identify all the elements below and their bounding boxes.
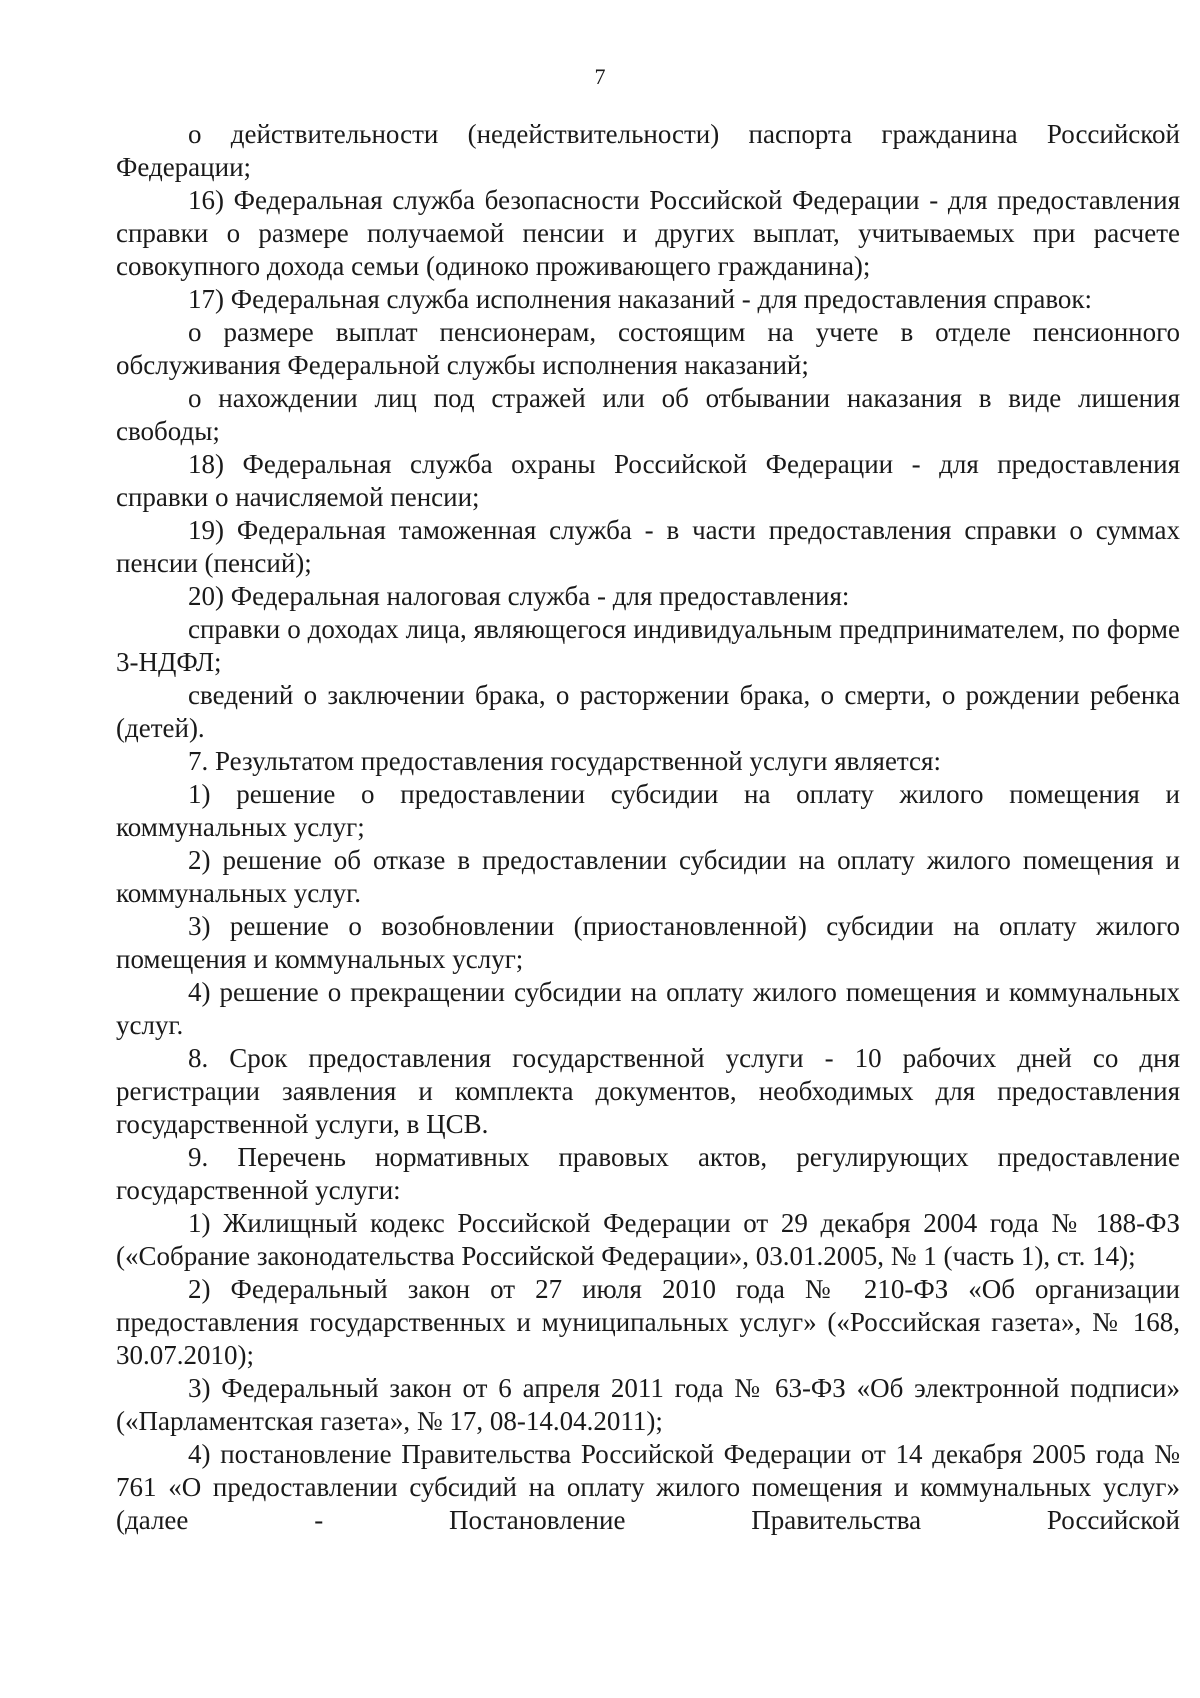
paragraph: 7. Результатом предоставления государственной услуги является:: [188, 746, 941, 776]
paragraph: 8. Срок предоставления государственной услуги - 10 рабочих дней со дня регистрации заявления и комплекта документов, необходимых для предоставления государственной услуги, в ЦСВ.: [116, 1043, 1180, 1139]
paragraph: 3) решение о возобновлении (приостановленной) субсидии на оплату жилого помещения и коммунальных услуг;: [116, 911, 1180, 974]
paragraph: сведений о заключении брака, о расторжении брака, о смерти, о рождении ребенка (детей).: [116, 680, 1180, 743]
paragraph: 2) решение об отказе в предоставлении субсидии на оплату жилого помещения и коммунальных услуг.: [116, 845, 1180, 908]
paragraph: 18) Федеральная служба охраны Российской Федерации - для предоставления справки о начисляемой пенсии;: [116, 449, 1180, 512]
paragraph: о действительности (недействительности) паспорта гражданина Российской Федерации;: [116, 119, 1180, 182]
paragraph: 3) Федеральный закон от 6 апреля 2011 года № 63-ФЗ «Об электронной подписи» («Парламентская газета», № 17, 08-14.04.2011);: [116, 1373, 1180, 1436]
paragraph: справки о доходах лица, являющегося индивидуальным предпринимателем, по форме 3-НДФЛ;: [116, 614, 1180, 677]
document-body: [116, 118, 1180, 1537]
paragraph: 16) Федеральная служба безопасности Российской Федерации - для предоставления справки о размере получаемой пенсии и других выплат, учитываемых при расчете совокупного дохода семьи (одиноко проживающего гражданина);: [116, 185, 1180, 281]
paragraph: 1) Жилищный кодекс Российской Федерации от 29 декабря 2004 года № 188-ФЗ («Собрание законодательства Российской Федерации», 03.01.2005, № 1 (часть 1), ст. 14);: [116, 1208, 1180, 1271]
paragraph: 1) решение о предоставлении субсидии на оплату жилого помещения и коммунальных услуг;: [116, 779, 1180, 842]
paragraph: 17) Федеральная служба исполнения наказаний - для предоставления справок:: [188, 284, 1092, 314]
paragraph: 4) решение о прекращении субсидии на оплату жилого помещения и коммунальных услуг.: [116, 977, 1180, 1040]
paragraph: 2) Федеральный закон от 27 июля 2010 года № 210-ФЗ «Об организации предоставления государственных и муниципальных услуг» («Российская газета», № 168, 30.07.2010);: [116, 1274, 1180, 1370]
paragraph: о размере выплат пенсионерам, состоящим на учете в отделе пенсионного обслуживания Федеральной службы исполнения наказаний;: [116, 317, 1180, 380]
paragraph: 20) Федеральная налоговая служба - для предоставления:: [188, 581, 850, 611]
paragraph: 4) постановление Правительства Российской Федерации от 14 декабря 2005 года № 761 «О предоставлении субсидий на оплату жилого помещения и коммунальных услуг» (далее - Постановление Правительства Российской: [116, 1439, 1180, 1535]
paragraph: 19) Федеральная таможенная служба - в части предоставления справки о суммах пенсии (пенсий);: [116, 515, 1180, 578]
paragraph: о нахождении лиц под стражей или об отбывании наказания в виде лишения свободы;: [116, 383, 1180, 446]
paragraph: 9. Перечень нормативных правовых актов, регулирующих предоставление государственной услуги:: [116, 1142, 1180, 1205]
page-number: 7: [594, 64, 606, 89]
